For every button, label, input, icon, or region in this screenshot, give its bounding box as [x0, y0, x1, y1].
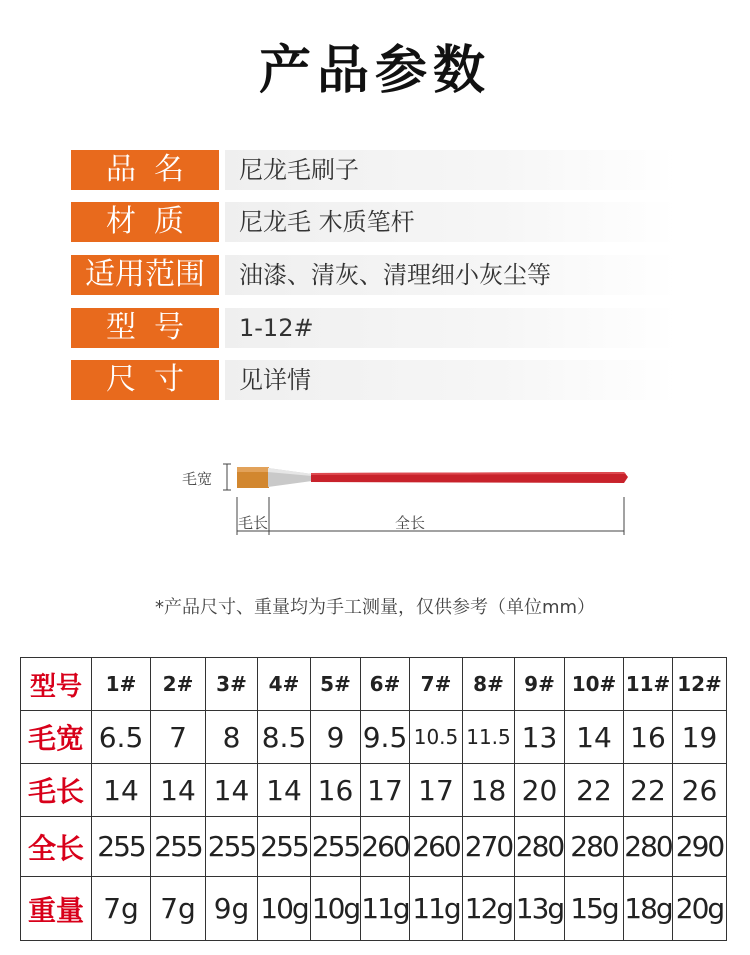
- header-cell: 4#: [258, 658, 311, 711]
- table-cell: 255: [311, 817, 361, 877]
- spec-label: 适用范围: [71, 255, 219, 295]
- row-label: 毛长: [21, 764, 92, 817]
- table-cell: 260: [361, 817, 410, 877]
- spec-row-size: [71, 360, 677, 400]
- table-cell: 10.5: [410, 711, 463, 764]
- table-row: [21, 711, 727, 764]
- row-label: 毛宽: [21, 711, 92, 764]
- table-cell: 10g: [311, 877, 361, 941]
- table-cell: 22: [624, 764, 673, 817]
- table-cell: 15g: [565, 877, 624, 941]
- table-cell: 26: [673, 764, 727, 817]
- table-cell: 18g: [624, 877, 673, 941]
- bristle-length-label: 毛长: [238, 514, 269, 532]
- table-cell: 9.5: [361, 711, 410, 764]
- table-cell: 9g: [206, 877, 258, 941]
- header-cell: 10#: [565, 658, 624, 711]
- table-cell: 280: [515, 817, 565, 877]
- table-cell: 9: [311, 711, 361, 764]
- table-cell: 260: [410, 817, 463, 877]
- table-cell: 13g: [515, 877, 565, 941]
- spec-row-name: [71, 150, 677, 190]
- row-label: 重量: [21, 877, 92, 941]
- table-cell: 255: [151, 817, 206, 877]
- table-cell: 17: [410, 764, 463, 817]
- table-cell: 280: [624, 817, 673, 877]
- table-cell: 7g: [92, 877, 151, 941]
- header-cell: 2#: [151, 658, 206, 711]
- table-cell: 11g: [410, 877, 463, 941]
- table-cell: 13: [515, 711, 565, 764]
- table-cell: 14: [565, 711, 624, 764]
- table-row: [21, 877, 727, 941]
- table-cell: 16: [624, 711, 673, 764]
- table-cell: 20g: [673, 877, 727, 941]
- table-cell: 10g: [258, 877, 311, 941]
- table-cell: 22: [565, 764, 624, 817]
- table-cell: 270: [463, 817, 515, 877]
- row-label: 全长: [21, 817, 92, 877]
- table-cell: 19: [673, 711, 727, 764]
- table-cell: 11g: [361, 877, 410, 941]
- brush-diagram: [0, 455, 750, 555]
- table-cell: 6.5: [92, 711, 151, 764]
- spec-row-model: [71, 308, 677, 348]
- header-cell: 型号: [21, 658, 92, 711]
- table-cell: 12g: [463, 877, 515, 941]
- width-label: 毛宽: [182, 470, 213, 488]
- table-cell: 280: [565, 817, 624, 877]
- table-header-row: [21, 658, 727, 711]
- table-cell: 7g: [151, 877, 206, 941]
- measurement-note: *产品尺寸、重量均为手工测量，仅供参考（单位mm）: [154, 597, 596, 618]
- header-cell: 9#: [515, 658, 565, 711]
- table-row: [21, 817, 727, 877]
- brush-illustration: [0, 455, 750, 555]
- table-cell: 11.5: [463, 711, 515, 764]
- table-cell: 255: [258, 817, 311, 877]
- size-table: [20, 657, 727, 941]
- header-cell: 8#: [463, 658, 515, 711]
- table-cell: 14: [92, 764, 151, 817]
- table-cell: 255: [92, 817, 151, 877]
- table-cell: 20: [515, 764, 565, 817]
- table-cell: 14: [206, 764, 258, 817]
- page-title: 产品参数: [258, 41, 491, 101]
- total-length-label: 全长: [395, 514, 426, 532]
- table-cell: 255: [206, 817, 258, 877]
- header-cell: 11#: [624, 658, 673, 711]
- table-cell: 18: [463, 764, 515, 817]
- table-cell: 7: [151, 711, 206, 764]
- table-cell: 14: [151, 764, 206, 817]
- spec-value: 见详情: [225, 360, 677, 400]
- spec-value: 尼龙毛 木质笔杆: [225, 202, 677, 242]
- spec-label: 品名: [71, 150, 219, 190]
- header-cell: 1#: [92, 658, 151, 711]
- table-cell: 16: [311, 764, 361, 817]
- table-cell: 17: [361, 764, 410, 817]
- table-cell: 8: [206, 711, 258, 764]
- spec-row-usage: [71, 255, 677, 295]
- table-row: [21, 764, 727, 817]
- spec-row-material: [71, 202, 677, 242]
- spec-label: 型号: [71, 308, 219, 348]
- header-cell: 7#: [410, 658, 463, 711]
- table-cell: 8.5: [258, 711, 311, 764]
- header-cell: 12#: [673, 658, 727, 711]
- spec-label: 尺寸: [71, 360, 219, 400]
- header-cell: 3#: [206, 658, 258, 711]
- spec-value: 1-12#: [225, 308, 677, 348]
- spec-value: 油漆、清灰、清理细小灰尘等: [225, 255, 677, 295]
- spec-value: 尼龙毛刷子: [225, 150, 677, 190]
- table-cell: 290: [673, 817, 727, 877]
- table-cell: 14: [258, 764, 311, 817]
- header-cell: 6#: [361, 658, 410, 711]
- header-cell: 5#: [311, 658, 361, 711]
- spec-label: 材质: [71, 202, 219, 242]
